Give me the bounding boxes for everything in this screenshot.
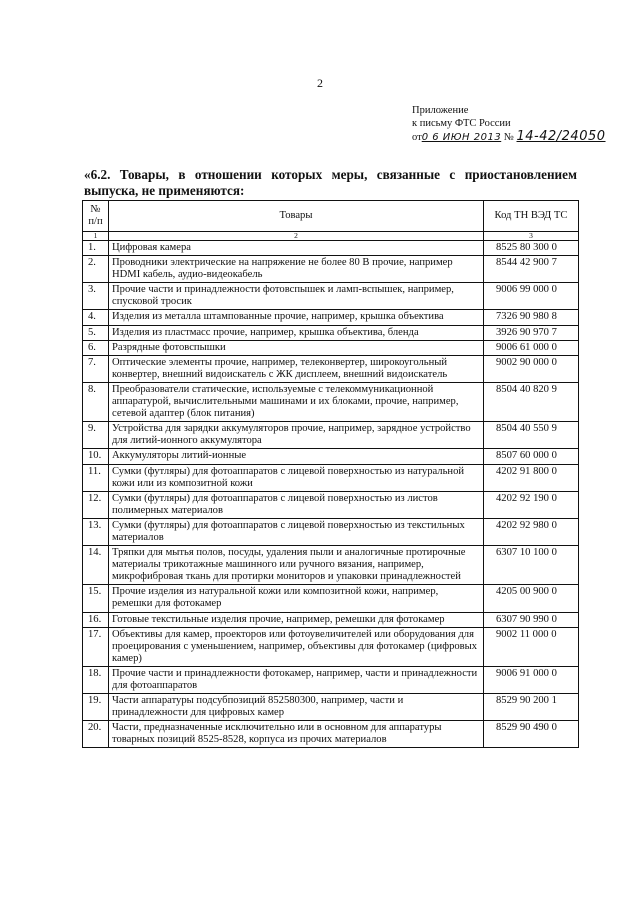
- row-description: Части аппаратуры подсубпозиций 852580300, например, части и принадлежности для цифровых камер: [109, 694, 484, 721]
- row-description: Прочие части и принадлежности фотокамер, например, части и принадлежности для фотоаппаратов: [109, 666, 484, 693]
- row-code: 8504 40 550 9: [484, 422, 579, 449]
- row-number: 16.: [83, 612, 109, 627]
- row-number: 7.: [83, 355, 109, 382]
- row-description: Прочие изделия из натуральной кожи или композитной кожи, например, ремешки для фотокамер: [109, 585, 484, 612]
- goods-table: [82, 200, 579, 748]
- row-code: 6307 90 990 0: [484, 612, 579, 627]
- header-code: Код ТН ВЭД ТС: [484, 201, 579, 232]
- row-code: 8525 80 300 0: [484, 241, 579, 256]
- row-number: 9.: [83, 422, 109, 449]
- row-code: 3926 90 970 7: [484, 325, 579, 340]
- column-index: 2: [109, 232, 484, 241]
- row-code: 8544 42 900 7: [484, 256, 579, 283]
- appendix-title: Приложение: [412, 105, 469, 116]
- table-row: [83, 721, 579, 748]
- row-description: Прочие части и принадлежности фотовспышек и ламп-вспышек, например, спусковой тросик: [109, 283, 484, 310]
- row-description: Изделия из металла штампованные прочие, например, крышка объектива: [109, 310, 484, 325]
- row-code: 4205 00 900 0: [484, 585, 579, 612]
- row-number: 3.: [83, 283, 109, 310]
- table-row: [83, 449, 579, 464]
- table-row: [83, 422, 579, 449]
- table-row: [83, 518, 579, 545]
- row-description: Преобразователи статические, используемые с телекоммуникационной аппаратурой, вычислительными машинами и их блоками, прочие, например, сетевой адаптер (блок питания): [109, 382, 484, 421]
- table-row: [83, 340, 579, 355]
- row-code: 8529 90 200 1: [484, 694, 579, 721]
- row-number: 4.: [83, 310, 109, 325]
- table-row: [83, 694, 579, 721]
- row-number: 6.: [83, 340, 109, 355]
- row-number: 17.: [83, 627, 109, 666]
- row-code: 8529 90 490 0: [484, 721, 579, 748]
- row-code: 9006 61 000 0: [484, 340, 579, 355]
- row-description: Устройства для зарядки аккумуляторов прочие, например, зарядное устройство для литий-ионного аккумулятора: [109, 422, 484, 449]
- row-code: 4202 92 980 0: [484, 518, 579, 545]
- row-description: Оптические элементы прочие, например, телеконвертер, широкоугольный конвертер, внешний видоискатель с ЖК дисплеем, внешний видоискатель: [109, 355, 484, 382]
- table-row: [83, 666, 579, 693]
- row-description: Объективы для камер, проекторов или фотоувеличителей или оборудования для проецирования с уменьшением, например, объективы для фотокамер (цифровых камер): [109, 627, 484, 666]
- table-row: [83, 256, 579, 283]
- row-code: 9002 11 000 0: [484, 627, 579, 666]
- appendix-block: [412, 104, 606, 144]
- row-code: 8507 60 000 0: [484, 449, 579, 464]
- row-code: 4202 92 190 0: [484, 491, 579, 518]
- row-description: Изделия из пластмасс прочие, например, крышка объектива, бленда: [109, 325, 484, 340]
- header-num: № п/п: [83, 201, 109, 232]
- row-number: 11.: [83, 464, 109, 491]
- handwritten-letter-number: 14-42/24050: [516, 129, 606, 144]
- row-number: 10.: [83, 449, 109, 464]
- section-heading: «6.2. Товары, в отношении которых меры, связанные с приостановлением выпуска, не применяются:: [84, 167, 577, 198]
- table-row: [83, 612, 579, 627]
- table-row: [83, 491, 579, 518]
- row-code: 9006 91 000 0: [484, 666, 579, 693]
- row-code: 9002 90 000 0: [484, 355, 579, 382]
- row-description: Тряпки для мытья полов, посуды, удаления пыли и аналогичные протирочные материалы трикотажные машинного или ручного вязания, например, микрофибровая ткань для протирки мониторов и упаковки принадлежностей: [109, 546, 484, 585]
- row-number: 12.: [83, 491, 109, 518]
- row-description: Аккумуляторы литий-ионные: [109, 449, 484, 464]
- table-row: [83, 546, 579, 585]
- row-number: 5.: [83, 325, 109, 340]
- row-description: Сумки (футляры) для фотоаппаратов с лицевой поверхностью из листов полимерных материалов: [109, 491, 484, 518]
- row-number: 18.: [83, 666, 109, 693]
- row-description: Цифровая камера: [109, 241, 484, 256]
- header-goods: Товары: [109, 201, 484, 232]
- table-row: [83, 627, 579, 666]
- row-number: 19.: [83, 694, 109, 721]
- row-number: 1.: [83, 241, 109, 256]
- row-code: 6307 10 100 0: [484, 546, 579, 585]
- row-code: 7326 90 980 8: [484, 310, 579, 325]
- row-description: Готовые текстильные изделия прочие, например, ремешки для фотокамер: [109, 612, 484, 627]
- table-row: [83, 241, 579, 256]
- table-row: [83, 283, 579, 310]
- row-description: Проводники электрические на напряжение не более 80 В прочие, например HDMI кабель, аудио-видеокабель: [109, 256, 484, 283]
- table-row: [83, 382, 579, 421]
- column-index: 3: [484, 232, 579, 241]
- row-number: 20.: [83, 721, 109, 748]
- row-description: Сумки (футляры) для фотоаппаратов с лицевой поверхностью из натуральной кожи или из композитной кожи: [109, 464, 484, 491]
- column-index: 1: [83, 232, 109, 241]
- table-row: [83, 355, 579, 382]
- table-row: [83, 325, 579, 340]
- appendix-date-line: [412, 130, 606, 144]
- row-description: Разрядные фотовспышки: [109, 340, 484, 355]
- row-number: 14.: [83, 546, 109, 585]
- row-number: 8.: [83, 382, 109, 421]
- row-code: 8504 40 820 9: [484, 382, 579, 421]
- table-row: [83, 310, 579, 325]
- row-number: 13.: [83, 518, 109, 545]
- row-description: Части, предназначенные исключительно или в основном для аппаратуры товарных позиций 8525-8528, корпуса из прочих материалов: [109, 721, 484, 748]
- page-number: 2: [317, 76, 323, 90]
- table-row: [83, 585, 579, 612]
- number-prefix: №: [503, 132, 514, 143]
- column-index-row: [83, 232, 579, 241]
- table-row: [83, 464, 579, 491]
- goods-table-body: [83, 241, 579, 748]
- row-number: 2.: [83, 256, 109, 283]
- row-description: Сумки (футляры) для фотоаппаратов с лицевой поверхностью из текстильных материалов: [109, 518, 484, 545]
- row-code: 9006 99 000 0: [484, 283, 579, 310]
- table-header-row: [83, 201, 579, 232]
- handwritten-date: 0 6 ИЮН 2013: [421, 132, 502, 143]
- date-prefix: от: [412, 132, 422, 143]
- row-code: 4202 91 800 0: [484, 464, 579, 491]
- appendix-letter-ref: к письму ФТС России: [412, 118, 511, 129]
- row-number: 15.: [83, 585, 109, 612]
